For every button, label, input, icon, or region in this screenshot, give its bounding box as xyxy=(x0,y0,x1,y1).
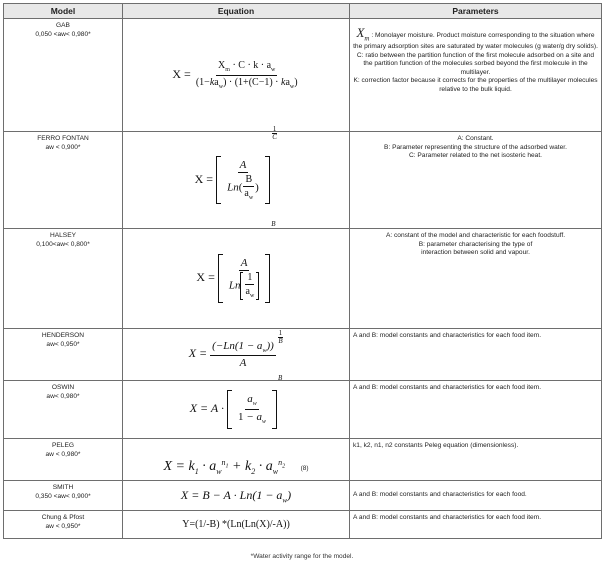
xm-symbol: $X_m$ xyxy=(356,25,370,43)
model-range: 0,050 <aw< 0,980* xyxy=(35,31,91,38)
table-row-ferro-fontan xyxy=(4,132,602,229)
chung-pfost-equation: Y=(1/-B) *(Ln(Ln(X)/-A)) xyxy=(182,519,290,530)
model-range: aw < 0,980* xyxy=(45,451,81,458)
sorption-models-table xyxy=(3,3,602,539)
model-range: 0,350 <aw< 0,900* xyxy=(35,493,91,500)
model-name: SMITH xyxy=(52,484,74,491)
model-name: FERRO FONTAN xyxy=(37,135,89,142)
table-row-smith xyxy=(4,481,602,511)
parameters-text: A and B: model constants and characteristics for each food item. xyxy=(353,332,542,339)
table-row-oswin xyxy=(4,381,602,439)
model-cell xyxy=(4,132,123,229)
header-row xyxy=(4,4,602,19)
smith-equation: $X = B - A \cdot Ln(1 - a_w)$ xyxy=(180,488,292,505)
model-name: GAB xyxy=(56,22,70,29)
table-row-chung-pfost xyxy=(4,511,602,539)
parameters-text: A and B: model constants and characteristics for each food item. xyxy=(353,514,542,521)
parameters-cell xyxy=(350,229,602,329)
model-name: PELEG xyxy=(52,442,74,449)
model-range: 0,100<aw< 0,800* xyxy=(36,241,90,248)
parameters-text: k1, k2, n1, n2 constants Peleg equation (dimensionless). xyxy=(353,442,519,449)
model-name: OSWIN xyxy=(51,384,75,391)
table-row-halsey xyxy=(4,229,602,329)
ferro-fontan-equation: X = A Ln( $\frac{B}{a_w}$ ) $\frac{1}{C}$ xyxy=(195,172,278,186)
equation-cell xyxy=(123,329,350,381)
model-name: HALSEY xyxy=(49,232,77,239)
parameters-cell xyxy=(350,329,602,381)
parameters-cell xyxy=(350,481,602,511)
model-cell xyxy=(4,439,123,481)
model-cell xyxy=(4,381,123,439)
header-model: Model xyxy=(4,4,123,19)
peleg-equation: $X = k_1 \cdot a_w^{n_1} + k_2 \cdot a_w^{n_2}$ xyxy=(163,457,286,476)
equation-number: (8) xyxy=(300,465,309,473)
parameters-text: A: constant of the model and characteristic for each foodstuff. B: parameter characterising the type of interaction between solid and vapour. xyxy=(385,232,566,256)
equation-cell xyxy=(123,374,350,439)
model-range: aw< 0,950* xyxy=(46,341,80,348)
model-name: Chung & Pfost xyxy=(41,514,85,521)
parameters-text: : Monolayer moisture. Product moisture corresponding to the situation where the primary adsorption sites are saturated by water molecules (g water/g dry solids). C: ratio between the partition function of the first molecule adsorbed on a site and the partition function of the molecules sorbed beyond the first molecule in the multilayer. K: correction factor because it corrects for the properties of the multilayer molecules relative to the bulk liquid. xyxy=(353,32,598,93)
table-row-henderson xyxy=(4,329,602,381)
halsey-equation: X = A Ln $\frac{1}{a_w}$ $^B$ xyxy=(196,270,275,284)
model-cell xyxy=(4,481,123,511)
equation-cell xyxy=(123,511,350,539)
equation-cell xyxy=(123,19,350,132)
equation-cell xyxy=(123,439,350,481)
model-range: aw < 0,900* xyxy=(45,144,81,151)
model-cell xyxy=(4,19,123,132)
model-cell xyxy=(4,511,123,539)
model-cell xyxy=(4,329,123,381)
parameters-cell xyxy=(350,511,602,539)
header-parameters: Parameters xyxy=(350,4,602,19)
model-name: HENDERSON xyxy=(41,332,85,339)
table-row-gab xyxy=(4,19,602,132)
model-range: aw < 0,950* xyxy=(45,523,81,530)
parameters-cell xyxy=(350,439,602,481)
parameters-cell xyxy=(350,381,602,439)
equation-cell xyxy=(123,124,350,229)
henderson-equation: X = $\frac{(-Ln(1 - a_w))}{A}$ $\frac{1}{B}$ xyxy=(188,328,283,370)
oswin-equation: X = A · $\frac{a_w}{1 - a_w}$ $^B$ xyxy=(190,401,283,415)
model-cell xyxy=(4,229,123,329)
parameters-cell xyxy=(350,132,602,229)
parameters-text: A and B: model constants and characteristics for each food. xyxy=(353,491,527,499)
model-range: aw< 0,980* xyxy=(46,393,80,400)
parameters-text: A: Constant. B: Parameter representing the structure of the adsorbed water. C: Parameter related to the net isosteric heat. xyxy=(384,135,567,159)
equation-cell xyxy=(123,220,350,329)
footnote: *Water activity range for the model. xyxy=(250,553,354,560)
table-row-peleg xyxy=(4,439,602,481)
parameters-cell xyxy=(350,19,602,132)
header-equation: Equation xyxy=(123,4,350,19)
equation-cell xyxy=(123,481,350,511)
gab-equation: X = $\frac{X_m \cdot C \cdot k \cdot a_w}{(1-ka_w) \cdot (1+(C-1) \cdot ka_w)}$ xyxy=(172,59,298,90)
parameters-text: A and B: model constants and characteristics for each food item. xyxy=(353,384,542,391)
